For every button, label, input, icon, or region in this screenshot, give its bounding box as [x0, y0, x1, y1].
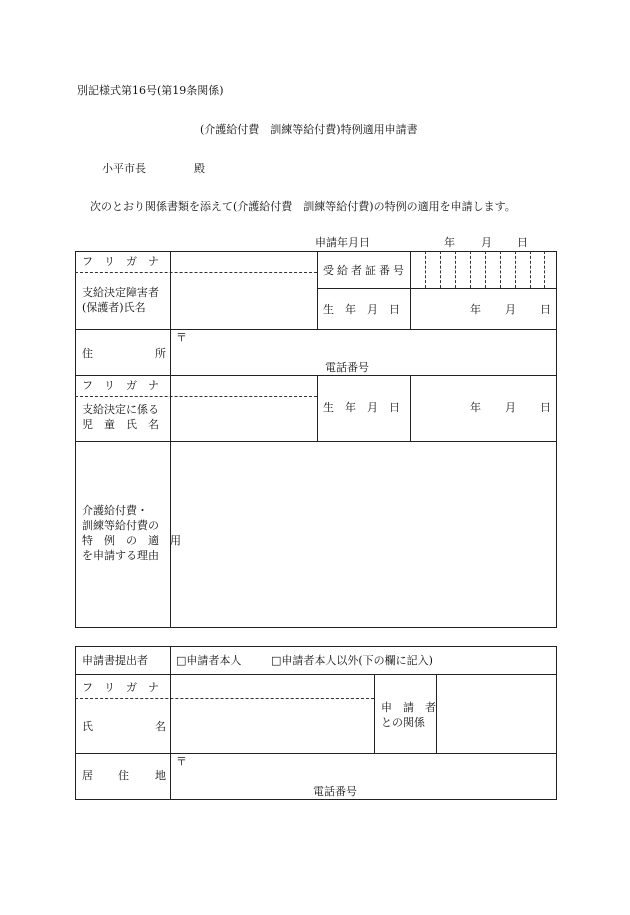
- relation-column-divider-left: [374, 674, 375, 753]
- submitter-furigana-divider: [75, 698, 374, 699]
- reason-label-line3: 特 例 の 適 用: [82, 534, 181, 547]
- addressee-honorific: 殿: [194, 162, 205, 175]
- submitter-name-label-left: 氏: [82, 720, 93, 733]
- submitter-name-input[interactable]: [171, 700, 373, 752]
- furigana-label: フ リ ガ ナ: [82, 255, 159, 268]
- residence-phone-input[interactable]: [370, 783, 556, 799]
- furigana-input[interactable]: [171, 252, 316, 271]
- submitter-furigana-label: フ リ ガ ナ: [82, 681, 159, 694]
- application-date-label: 申請年月日: [315, 236, 370, 249]
- residence-phone-label: 電話番号: [313, 785, 357, 798]
- applicant-name-label-line2: (保護者)氏名: [82, 301, 146, 314]
- reason-label-line1: 介護給付費・: [82, 504, 148, 517]
- recipient-number-label: 受給者証番号: [323, 264, 407, 277]
- address-label-right: 所: [155, 347, 166, 360]
- postal-mark: 〒: [176, 331, 187, 344]
- intro-text: 次のとおり関係書類を添えて(介護給付費 訓練等給付費)の特例の適用を申請します。: [90, 200, 516, 213]
- relation-label-line2: との関係: [381, 716, 425, 729]
- child-name-label-line1: 支給決定に係る: [82, 403, 159, 416]
- birth-date-label: 生 年 月 日: [323, 303, 400, 316]
- residence-label-left: 居: [82, 769, 93, 782]
- submitter-furigana-input[interactable]: [171, 675, 373, 697]
- reason-label: [82, 503, 181, 563]
- furigana2-label: フ リ ガ ナ: [82, 379, 159, 392]
- child-birth-day-unit: 日: [540, 401, 551, 414]
- applicant-name-input[interactable]: [171, 274, 316, 328]
- child-birth-date-input[interactable]: [411, 376, 461, 440]
- relation-label: [381, 700, 436, 730]
- furigana2-divider: [75, 396, 317, 397]
- child-birth-month-unit: 月: [505, 401, 516, 414]
- applicant-name-label-line1: 支給決定障害者: [82, 286, 159, 299]
- child-name-input[interactable]: [171, 398, 316, 440]
- address-label-left: 住: [82, 347, 93, 360]
- birth-month-unit: 月: [505, 303, 516, 316]
- residence-label-mid: 住: [118, 769, 129, 782]
- mid-column-divider-2: [317, 375, 318, 441]
- mid-column-divider-1: [317, 251, 318, 329]
- submitter-name-label-right: 名: [155, 720, 166, 733]
- addressee-mayor: 小平市長: [102, 162, 146, 175]
- option-applicant-other[interactable]: □申請者本人以外(下の欄に記入): [271, 654, 433, 667]
- option-applicant-self[interactable]: □申請者本人: [176, 654, 242, 667]
- furigana2-input[interactable]: [171, 376, 316, 395]
- reason-input[interactable]: [171, 442, 556, 627]
- child-name-label-line2: 児 童 氏 名: [82, 418, 159, 431]
- child-birth-date-label: 生 年 月 日: [323, 401, 400, 414]
- reason-label-line4: を申請する理由: [82, 549, 159, 562]
- phone-input[interactable]: [380, 359, 556, 374]
- residence-input[interactable]: [190, 754, 556, 782]
- address-input[interactable]: [190, 330, 556, 358]
- birth-day-unit: 日: [540, 303, 551, 316]
- form-number: 別記様式第16号(第19条関係): [77, 84, 224, 97]
- birth-date-input[interactable]: [411, 289, 461, 328]
- row-divider-address-bottom: [75, 375, 557, 376]
- recipient-number-input[interactable]: [411, 252, 556, 287]
- application-date-day: 日: [517, 236, 528, 249]
- applicant-name-label: [82, 285, 159, 315]
- application-date-year: 年: [444, 236, 455, 249]
- residence-label-right: 地: [155, 769, 166, 782]
- phone-label: 電話番号: [325, 361, 369, 374]
- child-name-label: [82, 402, 159, 432]
- application-date-month: 月: [481, 236, 492, 249]
- form-title: (介護給付費 訓練等給付費)特例適用申請書: [200, 123, 418, 136]
- relation-label-line1: 申 請 者: [381, 701, 436, 714]
- child-birth-year-unit: 年: [470, 401, 481, 414]
- furigana-divider: [75, 272, 317, 273]
- submitter-label: 申請書提出者: [82, 654, 148, 667]
- reason-label-line2: 訓練等給付費の: [82, 519, 159, 532]
- residence-postal-mark: 〒: [176, 755, 187, 768]
- birth-year-unit: 年: [470, 303, 481, 316]
- relation-input[interactable]: [437, 675, 556, 752]
